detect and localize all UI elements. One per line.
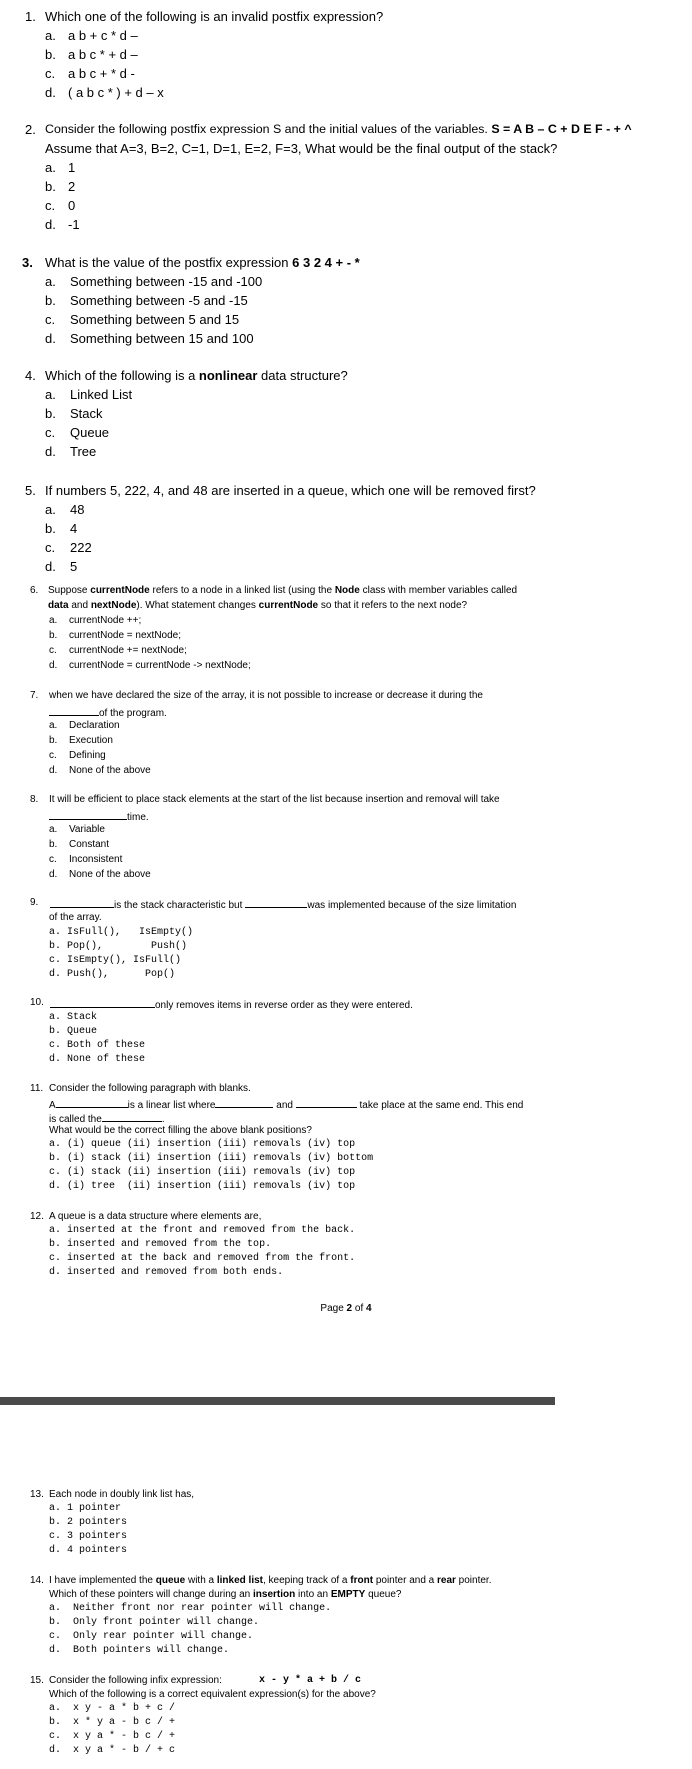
option-text: inserted and removed from the top. — [67, 1239, 272, 1250]
option-line — [49, 1167, 355, 1178]
option-text: None of the above — [69, 869, 151, 880]
option-letter: c. — [45, 66, 56, 81]
option-text: Only front pointer will change. — [73, 1617, 260, 1628]
option-line — [49, 1225, 355, 1236]
question-number: 7. — [30, 690, 39, 701]
option-letter: c. — [49, 955, 62, 966]
question-text: Consider the following paragraph with blanks. — [49, 1083, 251, 1094]
text-part: , keeping track of a — [263, 1575, 351, 1586]
option-line — [49, 1745, 175, 1756]
option-text: Defining — [69, 750, 106, 761]
question-text — [48, 585, 517, 596]
option-letter: a. — [45, 160, 56, 175]
keyword: currentNode — [90, 585, 150, 596]
keyword: data — [48, 600, 69, 611]
option-letter: d. — [49, 1054, 62, 1065]
option-letter: a. — [49, 824, 58, 835]
option-letter: a. — [49, 1225, 62, 1236]
option-text: a b c * + d – — [68, 47, 138, 62]
option-text: 222 — [70, 540, 92, 555]
expression: x - y * a + b / c — [259, 1675, 362, 1686]
option-letter: b. — [49, 1517, 62, 1528]
question-text: Each node in doubly link list has, — [49, 1489, 195, 1500]
question-text: If numbers 5, 222, 4, and 48 are inserted in a queue, which one will be removed first? — [45, 483, 536, 498]
blank — [102, 1111, 162, 1122]
question-number: 10. — [30, 997, 44, 1008]
option-text: Declaration — [69, 720, 120, 731]
option-letter: b. — [49, 630, 58, 641]
option-letter: a. — [45, 274, 56, 289]
option-letter: d. — [49, 1745, 62, 1756]
text-part: into an — [295, 1589, 331, 1600]
option-letter: a. — [49, 1503, 62, 1514]
option-text: currentNode = nextNode; — [69, 630, 182, 641]
option-text: x * y a - b c / + — [73, 1717, 176, 1728]
option-letter: b. — [49, 1239, 62, 1250]
option-text: x y a * - b / + c — [73, 1745, 176, 1756]
option-text: 4 — [70, 521, 78, 536]
keyword: rear — [437, 1575, 456, 1586]
option-letter: d. — [49, 660, 58, 671]
keyword: Node — [334, 585, 360, 596]
option-text: Both pointers will change. — [73, 1645, 230, 1656]
option-line — [49, 1731, 175, 1742]
text-part: and — [68, 600, 91, 611]
question-text-part: data structure? — [257, 368, 348, 383]
option-letter: b. — [49, 839, 58, 850]
text-part: class with member variables called — [359, 585, 518, 596]
keyword: EMPTY — [330, 1589, 366, 1600]
option-letter: b. — [45, 47, 56, 62]
question-number: 4. — [25, 368, 36, 383]
question-text-part: Consider the following postfix expression S and the initial values of the variables. — [45, 122, 492, 136]
option-letter: b. — [49, 735, 58, 746]
option-line — [49, 1531, 127, 1542]
text-part: Suppose — [48, 585, 91, 596]
option-letter: a. — [49, 927, 62, 938]
option-text: Something between 15 and 100 — [70, 331, 254, 346]
option-letter: d. — [49, 1181, 62, 1192]
option-letter: b. — [45, 406, 56, 421]
option-letter: a. — [49, 720, 58, 731]
option-text: Neither front nor rear pointer will change. — [73, 1603, 332, 1614]
question-text: when we have declared the size of the array, it is not possible to increase or decrease it during the — [49, 690, 483, 701]
option-letter: d. — [49, 869, 58, 880]
option-letter: d. — [45, 559, 56, 574]
option-text: Execution — [69, 735, 113, 746]
option-text: (i) stack (ii) insertion (iii) removals (iv) bottom — [67, 1153, 374, 1164]
expression: 6 3 2 4 + - * — [292, 255, 360, 270]
question-number: 1. — [25, 9, 36, 24]
text-part: pointer. — [455, 1575, 492, 1586]
option-text: 0 — [68, 198, 76, 213]
text-part: of the program. — [99, 708, 167, 719]
option-letter: a. — [49, 1603, 62, 1614]
keyword: queue — [155, 1575, 186, 1586]
option-letter: d. — [45, 444, 56, 459]
option-letter: c. — [49, 645, 57, 656]
option-line — [49, 1617, 259, 1628]
question-number: 3. — [22, 255, 33, 270]
option-line — [49, 1517, 127, 1528]
option-text: Linked List — [70, 387, 133, 402]
question-text — [45, 368, 348, 383]
option-letter: b. — [49, 1026, 62, 1037]
option-letter: b. — [49, 1717, 62, 1728]
option-text: (i) stack (ii) insertion (iii) removals (iv) top — [67, 1167, 356, 1178]
option-text: (i) tree (ii) insertion (iii) removals (iv) top — [67, 1181, 356, 1192]
question-number: 15. — [30, 1675, 44, 1686]
page-divider — [0, 1397, 555, 1405]
question-text-part: What is the value of the postfix expression — [45, 255, 293, 270]
option-text: a b + c * d – — [68, 28, 138, 43]
page-footer — [0, 1303, 692, 1314]
option-letter: c. — [45, 540, 56, 555]
option-line — [49, 1139, 355, 1150]
question-number: 14. — [30, 1575, 44, 1586]
option-line — [49, 1253, 355, 1264]
option-text: 1 pointer — [67, 1503, 122, 1514]
text-part: so that it refers to the next node? — [318, 600, 468, 611]
question-number: 13. — [30, 1489, 44, 1500]
text-part: take place at the same end. This end — [359, 1100, 524, 1111]
option-text: 1 — [68, 160, 76, 175]
text-part: and — [276, 1100, 293, 1111]
option-letter: d. — [45, 85, 56, 100]
question-text-line2: Which of the following is a correct equivalent expression(s) for the above? — [49, 1689, 376, 1700]
keyword: front — [350, 1575, 374, 1586]
question-text — [45, 255, 360, 270]
current-page: 2 — [346, 1303, 353, 1314]
question-number: 9. — [30, 897, 39, 908]
question-text-line2 — [49, 705, 167, 719]
blank — [215, 1097, 273, 1108]
option-letter: c. — [49, 1731, 62, 1742]
keyword: nextNode — [90, 600, 137, 611]
option-letter: d. — [49, 969, 62, 980]
question-text — [45, 122, 632, 136]
option-line — [49, 1645, 229, 1656]
option-text: -1 — [68, 217, 80, 232]
option-line — [49, 1054, 145, 1065]
option-text: Tree — [70, 444, 97, 459]
option-text: Stack — [67, 1012, 98, 1023]
question-number: 6. — [30, 585, 39, 596]
question-text — [49, 1575, 492, 1586]
keyword: currentNode — [258, 600, 319, 611]
option-text: currentNode ++; — [69, 615, 142, 626]
option-text: x y - a * b + c / — [73, 1703, 176, 1714]
question-text-line2: Assume that A=3, B=2, C=1, D=1, E=2, F=3, What would be the final output of the stack? — [45, 141, 558, 156]
option-letter: c. — [49, 750, 57, 761]
option-text: Something between 5 and 15 — [70, 312, 240, 327]
option-line — [49, 1267, 283, 1278]
option-letter: c. — [49, 1531, 62, 1542]
option-text: inserted at the back and removed from the front. — [67, 1253, 356, 1264]
question-text-line2 — [48, 600, 467, 611]
text-part: is a linear list where — [127, 1100, 216, 1111]
option-text: IsEmpty(), IsFull() — [67, 955, 182, 966]
option-letter: c. — [49, 854, 57, 865]
option-line — [49, 1631, 253, 1642]
option-line — [49, 1603, 331, 1614]
option-letter: d. — [49, 1267, 62, 1278]
option-letter: b. — [49, 1617, 62, 1628]
option-text: Variable — [69, 824, 105, 835]
option-letter: a. — [49, 1012, 62, 1023]
option-letter: c. — [49, 1253, 62, 1264]
option-letter: b. — [49, 941, 62, 952]
option-letter: b. — [45, 293, 56, 308]
option-line — [49, 1181, 355, 1192]
option-text: 4 pointers — [67, 1545, 128, 1556]
total-pages: 4 — [366, 1303, 372, 1314]
option-text: Something between -5 and -15 — [70, 293, 248, 308]
option-text: Only rear pointer will change. — [73, 1631, 254, 1642]
option-line — [49, 955, 181, 966]
blank — [49, 809, 127, 820]
question-text: Which one of the following is an invalid postfix expression? — [45, 9, 384, 24]
option-letter: a. — [45, 387, 56, 402]
option-text: 5 — [70, 559, 78, 574]
text-part: time. — [127, 812, 149, 823]
option-text: 2 pointers — [67, 1517, 128, 1528]
option-letter: a. — [49, 615, 58, 626]
option-letter: d. — [45, 331, 56, 346]
question-text-line2 — [49, 809, 149, 823]
option-letter: d. — [45, 217, 56, 232]
option-text: 3 pointers — [67, 1531, 128, 1542]
text-part: pointer and a — [373, 1575, 437, 1586]
option-line — [49, 941, 187, 952]
option-line — [49, 927, 193, 938]
option-text: Inconsistent — [69, 854, 123, 865]
text-part: with a — [185, 1575, 217, 1586]
option-letter: a. — [49, 1139, 62, 1150]
question-text-line2 — [49, 1589, 401, 1600]
blank — [296, 1097, 357, 1108]
option-text: a b c + * d - — [68, 66, 135, 81]
expression: S = A B – C + D E F - + ^ — [491, 122, 632, 136]
text-part: only removes items in reverse order as they were entered. — [155, 1000, 413, 1011]
option-letter: c. — [45, 198, 56, 213]
question-text — [50, 897, 516, 911]
option-letter: a. — [49, 1703, 62, 1714]
keyword: linked list — [216, 1575, 263, 1586]
text-part: is called the — [49, 1114, 102, 1125]
option-text: Queue — [70, 425, 110, 440]
option-text: Push(), Pop() — [67, 969, 176, 980]
option-letter: c. — [49, 1631, 62, 1642]
option-text: IsFull(), IsEmpty() — [67, 927, 194, 938]
option-text: inserted and removed from both ends. — [67, 1267, 284, 1278]
text-part: queue? — [365, 1589, 402, 1600]
question-text: A queue is a data structure where elements are, — [49, 1211, 262, 1222]
option-text: Pop(), Push() — [67, 941, 188, 952]
option-text: Constant — [69, 839, 110, 850]
blank — [49, 705, 99, 716]
option-letter: d. — [49, 1645, 62, 1656]
option-letter: a. — [45, 28, 56, 43]
option-letter: c. — [49, 1167, 62, 1178]
question-text-line4: What would be the correct filling the above blank positions? — [49, 1125, 312, 1136]
text-part: was implemented because of the size limitation — [307, 900, 517, 911]
question-text-part: Which of the following is a — [45, 368, 199, 383]
text-part: is the stack characteristic but — [114, 900, 243, 911]
question-text-line3: is called the . — [49, 1111, 165, 1125]
option-text: Stack — [70, 406, 103, 421]
question-text: Consider the following infix expression: — [49, 1675, 222, 1686]
option-text: currentNode = currentNode -> nextNode; — [69, 660, 251, 671]
option-letter: b. — [49, 1153, 62, 1164]
blank — [245, 897, 307, 908]
blank — [50, 997, 155, 1008]
option-letter: b. — [45, 179, 56, 194]
option-line — [49, 1012, 97, 1023]
question-number: 5. — [25, 483, 36, 498]
option-text: (i) queue (ii) insertion (iii) removals (iv) top — [67, 1139, 356, 1150]
question-number: 2. — [25, 122, 36, 137]
option-line — [49, 1545, 127, 1556]
option-line — [49, 1503, 121, 1514]
option-text: Something between -15 and -100 — [70, 274, 263, 289]
text-part: Which of these pointers will change during an — [49, 1589, 254, 1600]
question-text — [50, 997, 413, 1011]
question-text-line2 — [49, 1097, 523, 1111]
question-text: It will be efficient to place stack elements at the start of the list because insertion and removal will take — [49, 794, 500, 805]
option-letter: c. — [45, 312, 56, 327]
option-letter: a. — [45, 502, 56, 517]
option-text: inserted at the front and removed from the back. — [67, 1225, 356, 1236]
option-text: Both of these — [67, 1040, 146, 1051]
option-text: ( a b c * ) + d – x — [68, 85, 164, 100]
option-letter: b. — [45, 521, 56, 536]
blank — [50, 897, 114, 908]
option-letter: c. — [45, 425, 56, 440]
footer-text: of — [352, 1303, 367, 1314]
option-line — [49, 1703, 175, 1714]
option-text: 2 — [68, 179, 76, 194]
option-letter: c. — [49, 1040, 62, 1051]
text-part: refers to a node in a linked list (using the — [149, 585, 335, 596]
option-line — [49, 1040, 145, 1051]
option-letter: d. — [49, 1545, 62, 1556]
option-text: currentNode += nextNode; — [69, 645, 187, 656]
keyword: insertion — [253, 1589, 296, 1600]
option-text: 48 — [70, 502, 85, 517]
text-part: ). What statement changes — [136, 600, 259, 611]
text-part: I have implemented the — [49, 1575, 156, 1586]
question-number: 11. — [30, 1083, 44, 1094]
blank — [56, 1097, 128, 1108]
footer-text: Page — [320, 1303, 347, 1314]
option-line — [49, 1239, 271, 1250]
option-text: None of these — [67, 1054, 146, 1065]
text-part: A — [49, 1100, 56, 1111]
keyword: nonlinear — [198, 368, 258, 383]
question-text-line2: of the array. — [49, 912, 102, 923]
option-text: Queue — [67, 1026, 98, 1037]
option-text: None of the above — [69, 765, 151, 776]
question-number: 12. — [30, 1211, 44, 1222]
option-line — [49, 1153, 373, 1164]
option-letter: d. — [49, 765, 58, 776]
option-text: x y a * - b c / + — [73, 1731, 176, 1742]
question-number: 8. — [30, 794, 39, 805]
option-line — [49, 1717, 175, 1728]
option-line — [49, 1026, 97, 1037]
option-line — [49, 969, 175, 980]
